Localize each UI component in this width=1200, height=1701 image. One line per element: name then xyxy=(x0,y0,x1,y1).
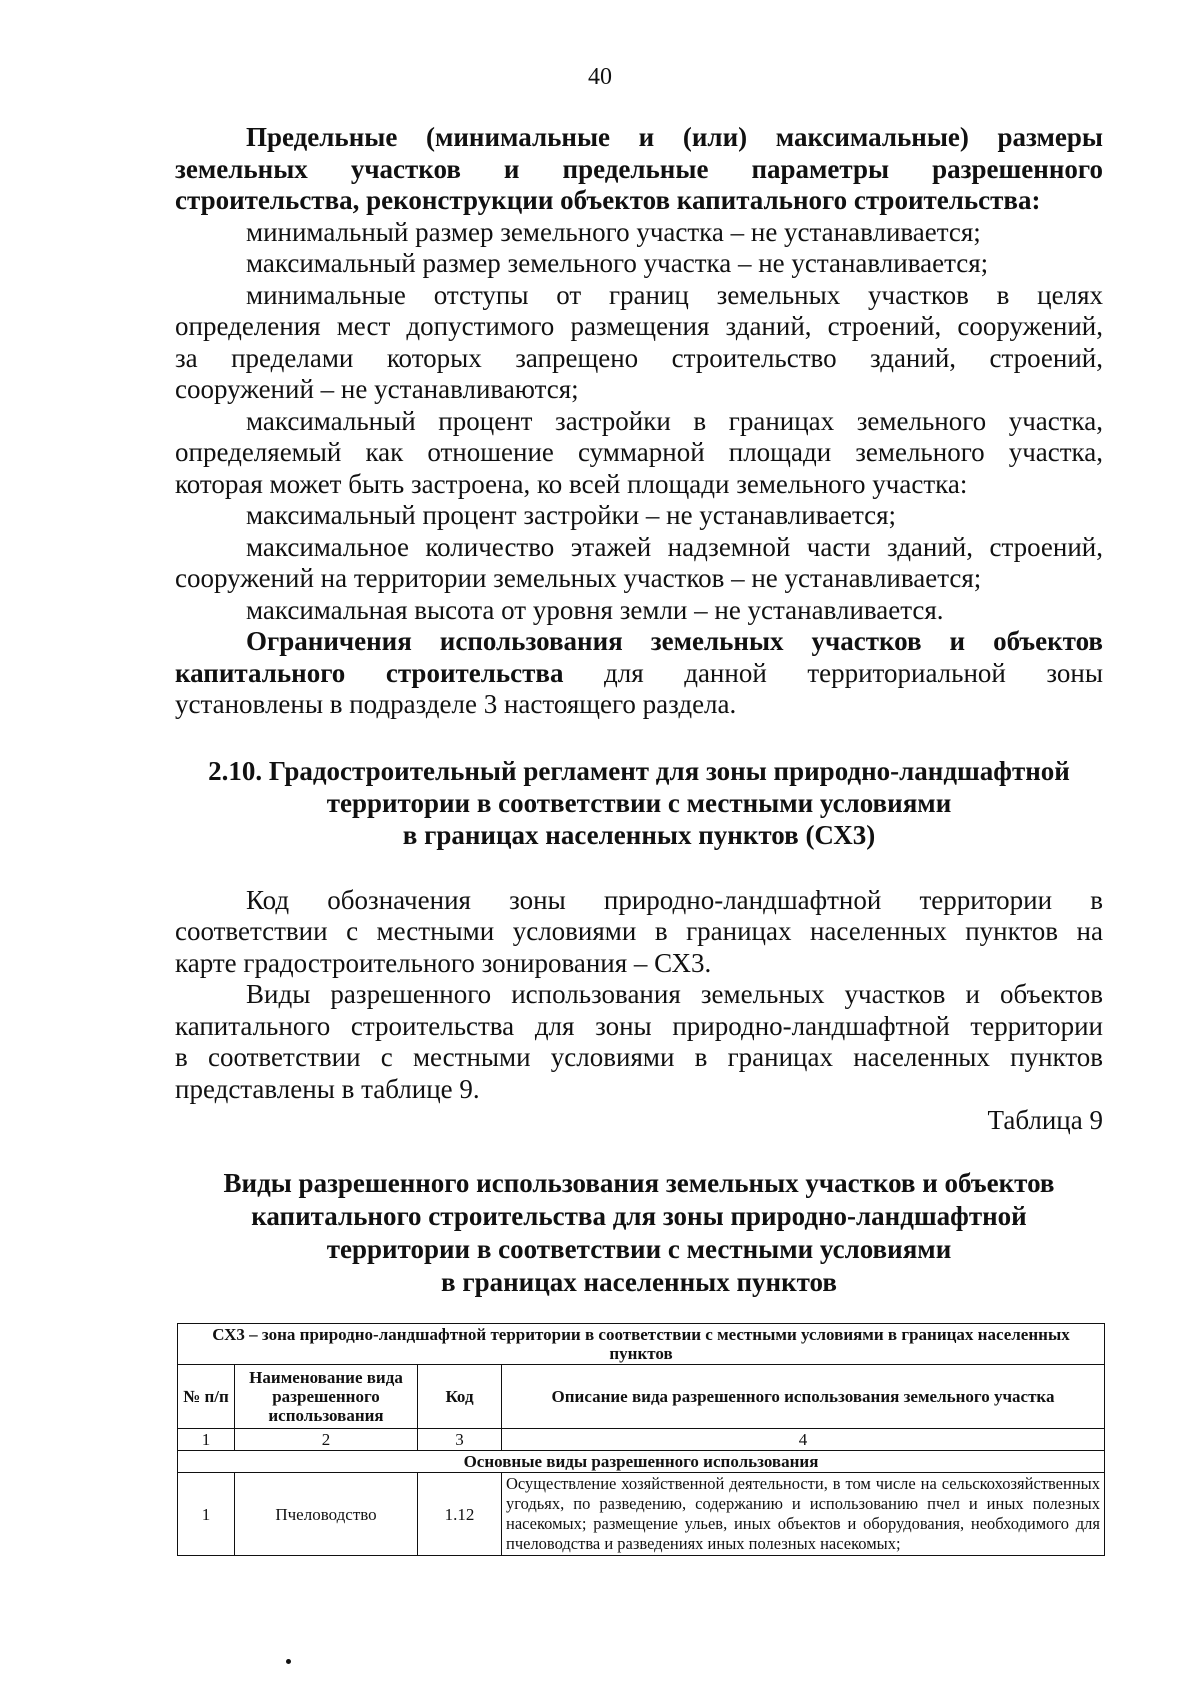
col-header-num: № п/п xyxy=(178,1365,235,1429)
max-height-text: максимальная высота от уровня земли – не устанавливается. xyxy=(246,594,944,625)
types-line-3: в соответствии с местными условиями в границах населенных пунктов xyxy=(175,1042,1103,1072)
restrictions-bold-text: капитального строительства xyxy=(175,657,564,688)
row-description: Осуществление хозяйственной деятельности, в том числе на сельскохозяйственных угодьях, по разведению, содержанию и использованию пчел и иных полезных насекомых; размещение ульев, иных объектов и оборудования, необходимого для пчеловодства и разведениях иных полезных насекомых; xyxy=(502,1473,1105,1556)
table-title xyxy=(175,1167,1103,1299)
limits-heading-line-2: земельных участков и предельные параметры разрешенного xyxy=(175,153,1103,184)
restrictions-line-2 xyxy=(175,658,1103,690)
table-zone-header: СХ3 – зона природно-ландшафтной территории в соответствии с местными условиями в границах населенных пунктов xyxy=(178,1324,1105,1365)
table-row xyxy=(178,1473,1105,1556)
coverage-line-2: определяемый как отношение суммарной площади земельного участка, xyxy=(175,437,1103,467)
table-title-line-1: Виды разрешенного использования земельных участков и объектов xyxy=(223,1167,1055,1198)
row-num: 1 xyxy=(178,1473,235,1556)
coverage-line-1: максимальный процент застройки в границах земельного участка, xyxy=(246,405,1103,436)
land-use-table xyxy=(177,1323,1105,1556)
col-header-description: Описание вида разрешенного использования земельного участка xyxy=(502,1365,1105,1429)
col-number-4: 4 xyxy=(502,1429,1105,1451)
setbacks-line-4: сооружений – не устанавливаются; xyxy=(175,374,579,404)
page-number: 40 xyxy=(588,64,612,90)
section-title-line-3: в границах населенных пунктов (СХ3) xyxy=(402,819,876,850)
table-label: Таблица 9 xyxy=(987,1105,1103,1135)
scan-speck xyxy=(286,1659,291,1664)
code-line-2: соответствии с местными условиями в границах населенных пунктов на xyxy=(175,916,1103,946)
row-code: 1.12 xyxy=(418,1473,502,1556)
floors-line-2: сооружений на территории земельных участков – не устанавливается; xyxy=(175,563,982,593)
document-body xyxy=(175,122,1103,1299)
table-title-line-4: в границах населенных пунктов xyxy=(441,1266,837,1297)
coverage-line-3: которая может быть застроена, ко всей площади земельного участка: xyxy=(175,468,968,499)
section-2-10-title xyxy=(175,755,1103,851)
types-line-1: Виды разрешенного использования земельных участков и объектов xyxy=(246,979,1103,1009)
limits-heading-line-1: Предельные (минимальные и (или) максимальные) размеры xyxy=(246,122,1103,152)
restrictions-rest-text: для данной территориальной зоны xyxy=(563,657,1103,688)
max-coverage-text: максимальный процент застройки – не устанавливается; xyxy=(246,500,897,530)
code-line-3: карте градостроительного зонирования – СХ3. xyxy=(175,947,712,978)
setbacks-line-2: определения мест допустимого размещения зданий, строений, сооружений, xyxy=(175,311,1103,341)
col-header-name: Наименование вида разрешенного использования xyxy=(235,1365,418,1429)
types-line-4: представлены в таблице 9. xyxy=(175,1073,480,1104)
col-number-2: 2 xyxy=(235,1429,418,1451)
col-number-3: 3 xyxy=(418,1429,502,1451)
types-line-2: капитального строительства для зоны природно-ландшафтной территории xyxy=(175,1010,1103,1041)
main-types-header: Основные виды разрешенного использования xyxy=(178,1451,1105,1473)
max-size-text: максимальный размер земельного участка – не устанавливается; xyxy=(246,248,989,278)
row-name: Пчеловодство xyxy=(235,1473,418,1556)
setbacks-line-1: минимальные отступы от границ земельных участков в целях xyxy=(246,279,1103,310)
restrictions-line-3: установлены в подразделе 3 настоящего раздела. xyxy=(175,689,737,719)
col-header-code: Код xyxy=(418,1365,502,1429)
limits-heading-line-3: строительства, реконструкции объектов капитального строительства: xyxy=(175,185,1041,215)
table-title-line-3: территории в соответствии с местными условиями xyxy=(326,1233,952,1264)
section-title-line-1: 2.10. Градостроительный регламент для зоны природно-ландшафтной xyxy=(208,755,1070,786)
floors-line-1: максимальное количество этажей надземной части зданий, строений, xyxy=(246,531,1103,562)
table-title-line-2: капитального строительства для зоны природно-ландшафтной xyxy=(251,1200,1027,1231)
setbacks-line-3: за пределами которых запрещено строительство зданий, строений, xyxy=(175,342,1103,373)
restrictions-line-1: Ограничения использования земельных участков и объектов xyxy=(246,626,1103,656)
code-line-1: Код обозначения зоны природно-ландшафтной территории в xyxy=(246,884,1103,915)
col-number-1: 1 xyxy=(178,1429,235,1451)
min-size-text: минимальный размер земельного участка – не устанавливается; xyxy=(246,216,981,247)
section-title-line-2: территории в соответствии с местными условиями xyxy=(326,787,952,818)
